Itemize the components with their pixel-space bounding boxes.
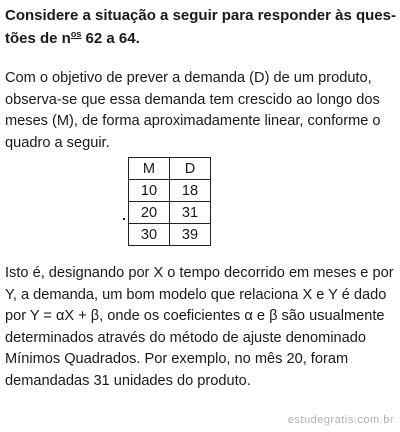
table-row: [129, 202, 211, 224]
heading-line-2-suffix: 62 a 64.: [81, 30, 140, 47]
question-heading: [5, 6, 397, 48]
table-cell: 39: [170, 224, 211, 246]
column-header-month: M: [129, 158, 170, 180]
demand-table-wrapper: [128, 157, 211, 246]
stray-dot-mark: [123, 218, 125, 220]
heading-line-1: Considere a situação a seguir para responder às ques-: [5, 7, 396, 24]
column-header-demand: D: [170, 158, 211, 180]
table-header-row: [129, 158, 211, 180]
table-row: [129, 180, 211, 202]
site-watermark: estudegratis.com.br: [287, 414, 394, 426]
table-row: [129, 224, 211, 246]
heading-line-2-prefix: tões de n: [5, 30, 71, 47]
table-cell: 20: [129, 202, 170, 224]
table-cell: 18: [170, 180, 211, 202]
demand-table: [128, 157, 211, 246]
table-cell: 10: [129, 180, 170, 202]
table-cell: 31: [170, 202, 211, 224]
intro-paragraph: Com o objetivo de prever a demanda (D) de um produto, observa-se que essa demanda tem crescido ao longo dos meses (M), de forma aproximadamente linear, conforme o quadro a seguir.: [5, 70, 381, 151]
model-paragraph: Isto é, designando por X o tempo decorrido em meses e por Y, a demanda, um bom modelo que relaciona X e Y é dado por Y = αX + β, onde os coeficientes α e β são usualmente determinados através do método de ajuste denominado Mínimos Quadrados. Por exemplo, no mês 20, foram demandadas 31 unidades do produto.: [5, 265, 394, 389]
ordinal-superscript: os: [70, 29, 82, 39]
table-cell: 30: [129, 224, 170, 246]
